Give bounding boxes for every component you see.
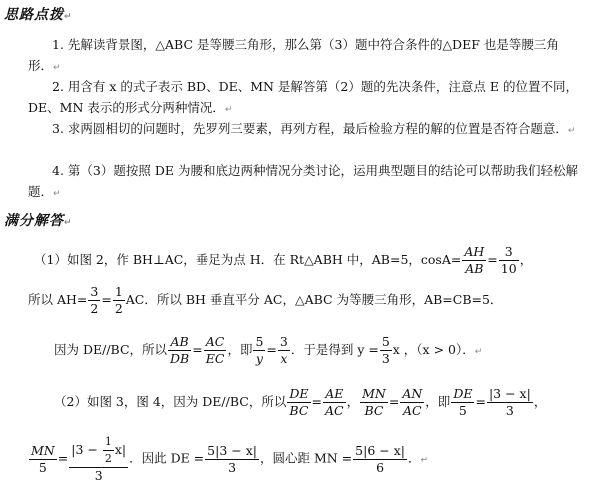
fraction-denominator: 5 — [458, 403, 467, 418]
solution-4-text-b: ，圆心距 MN = — [259, 450, 353, 466]
fraction-denominator: 6 — [376, 459, 385, 475]
fraction-denominator: DB — [170, 351, 190, 366]
fraction-numerator: 5 — [255, 334, 264, 349]
equals-sign: = — [101, 292, 112, 307]
period: ． — [407, 450, 421, 466]
fraction-5-abs-3-x-over-3 — [205, 443, 259, 476]
equals-sign: = — [57, 450, 69, 466]
solution-1-line-1 — [34, 244, 532, 277]
fraction-1-2-inner — [103, 434, 114, 467]
fraction-numerator: DE — [453, 386, 473, 401]
solution-2-text-c: ．于是得到 y = — [290, 342, 379, 357]
fraction-abs-3-x-over-3 — [487, 386, 533, 419]
fraction-numerator — [69, 434, 128, 468]
equals-sign: = — [487, 252, 498, 267]
fraction-denominator: 10 — [500, 261, 517, 276]
fraction-denominator: 3 — [381, 351, 390, 366]
solution-1-text: （1）如图 2，作 BH⊥AC，垂足为点 H．在 Rt△ABH 中，AB=5，cosA= — [34, 252, 462, 267]
fraction-de-5 — [451, 386, 474, 419]
fraction-denominator: x — [280, 351, 288, 366]
fraction-numerator: AE — [323, 386, 346, 403]
fraction-ac-ec — [204, 334, 227, 367]
fraction-numerator: MN — [362, 386, 386, 401]
abs-close: x| — [114, 442, 127, 457]
fraction-numerator: 5|3 − x| — [207, 442, 257, 458]
heading-thinking-text: 思路点拨 — [4, 7, 64, 23]
fraction-numerator: AB — [168, 334, 191, 351]
fraction-denominator: 3 — [505, 403, 514, 418]
solution-1-text-c: AC．所以 BH 垂直平分 AC，△ABC 为等腰三角形，AB=CB=5． — [125, 292, 503, 307]
fraction-denominator: EC — [205, 351, 225, 366]
equals-sign: = — [266, 342, 277, 357]
fraction-denominator: AC — [403, 403, 422, 418]
solution-2-line-1 — [54, 386, 546, 419]
fraction-numerator: 1 — [114, 284, 123, 299]
fraction-5-abs-6-x-over-6 — [353, 443, 407, 476]
fraction-3-10 — [499, 244, 519, 277]
tip-2 — [28, 76, 580, 121]
fraction-denominator: 3 — [228, 459, 237, 475]
fraction-denominator: BC — [289, 403, 309, 418]
fraction-1-2 — [113, 284, 125, 317]
solution-1-line-3 — [54, 334, 482, 367]
comma: ， — [346, 394, 360, 409]
solution-3-text: （2）如图 3，图 4，因为 DE//BC，所以 — [54, 394, 287, 409]
return-mark: ↵ — [53, 189, 61, 199]
return-mark: ↵ — [474, 347, 483, 357]
fraction-denominator: BC — [364, 403, 384, 418]
fraction-denominator: 5 — [38, 459, 47, 475]
fraction-numerator: 3 — [279, 334, 288, 349]
fraction-numerator: MN — [31, 442, 55, 458]
fraction-numerator: DE — [289, 386, 309, 401]
fraction-denominator: AC — [324, 403, 344, 418]
solution-1-text-b: 所以 AH= — [28, 292, 88, 307]
solution-2-text: 因为 DE//BC，所以 — [54, 342, 168, 357]
fraction-denominator: 3 — [94, 468, 103, 483]
equals-sign: = — [192, 342, 203, 357]
fraction-ab-db — [168, 334, 191, 367]
fraction-numerator: 3 — [90, 284, 99, 299]
tip-4-text: 4. 第（3）题按照 DE 为腰和底边两种情况分类讨论，运用典型题目的结论可以帮助我们轻松解题． — [28, 163, 578, 199]
fraction-3-2 — [88, 284, 100, 317]
fraction-numerator: |3 − x| — [488, 386, 531, 401]
fraction-denominator: y — [255, 351, 263, 366]
return-mark: ↵ — [64, 218, 73, 228]
heading-solution — [4, 210, 73, 230]
inner-denominator: 2 — [104, 452, 112, 465]
fraction-denominator: 2 — [90, 301, 99, 316]
fraction-5-3 — [380, 334, 392, 367]
fraction-an-ac — [400, 386, 424, 419]
fraction-mn-5 — [29, 443, 57, 476]
fraction-numerator: AH — [464, 244, 485, 259]
fraction-numerator: AC — [204, 334, 227, 351]
fraction-numerator: 5|6 − x| — [355, 442, 405, 458]
return-mark: ↵ — [420, 455, 429, 466]
tip-1-text: 1. 先解读背景图，△ABC 是等腰三角形，那么第（3）题中符合条件的△DEF 也是等腰三角形． — [28, 37, 559, 73]
return-mark: ↵ — [224, 105, 233, 115]
solution-2-line-2 — [28, 434, 428, 484]
tip-1 — [28, 34, 580, 79]
fraction-abs-3-half-x-over-3 — [69, 434, 128, 484]
fraction-denominator: AB — [465, 261, 484, 276]
solution-4-text: ．因此 DE = — [129, 450, 205, 466]
fraction-mn-bc — [360, 386, 388, 419]
fraction-numerator: 3 — [499, 244, 519, 261]
comma: ， — [533, 394, 547, 409]
fraction-3-x — [278, 334, 290, 367]
tip-4 — [28, 160, 580, 205]
solution-2-text-b: ，即 — [227, 342, 253, 357]
fraction-numerator: AN — [402, 386, 423, 401]
tip-3 — [28, 118, 580, 142]
solution-2-text-d: x ，（x > 0）． — [392, 342, 475, 357]
inner-numerator: 1 — [103, 434, 114, 451]
tip-2-text: 2. 用含有 x 的式子表示 BD、DE、MN 是解答第（2）题的先决条件，注意点 E 的位置不同，DE、MN 表示的形式分两种情况． — [28, 79, 578, 115]
comma: ， — [519, 252, 533, 267]
return-mark: ↵ — [64, 12, 73, 22]
fraction-5-y — [253, 334, 265, 367]
heading-solution-text: 满分解答 — [4, 213, 64, 229]
return-mark: ↵ — [53, 63, 61, 73]
equals-sign: = — [388, 394, 400, 409]
abs-open: |3 − — [71, 442, 102, 457]
fraction-numerator: 5 — [381, 334, 390, 349]
fraction-ah-ab — [462, 244, 486, 277]
equals-sign: = — [475, 394, 486, 409]
solution-1-line-2 — [28, 284, 502, 317]
fraction-ae-ac — [323, 386, 346, 419]
return-mark: ↵ — [567, 126, 576, 136]
fraction-denominator: 2 — [114, 301, 123, 316]
equals-sign: = — [311, 394, 322, 409]
heading-thinking — [4, 4, 73, 24]
fraction-de-bc — [287, 386, 310, 419]
solution-3-text-b: ，即 — [425, 394, 451, 409]
tip-3-text: 3. 求两圆相切的问题时，先罗列三要素，再列方程，最后检验方程的解的位置是否符合题意． — [52, 121, 568, 136]
